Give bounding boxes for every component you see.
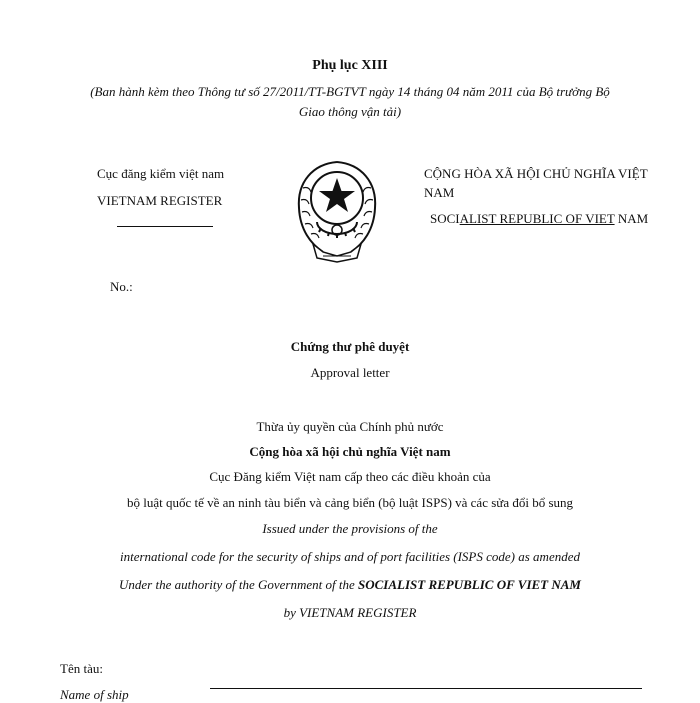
ship-name-label-en: Name of ship bbox=[60, 687, 129, 702]
body-line-7-bold: SOCIALIST REPUBLIC OF VIET NAM bbox=[358, 577, 581, 592]
ship-name-label-vn: Tên tàu: bbox=[60, 661, 103, 676]
number-label: No.: bbox=[110, 279, 133, 294]
republic-name-vn-line2: NAM bbox=[424, 185, 455, 200]
body-line-7 bbox=[0, 577, 700, 593]
body-line-6: international code for the security of ships and of port facilities (ISPS code) as amended bbox=[120, 549, 580, 564]
document-title-vn: Chứng thư phê duyệt bbox=[290, 339, 410, 354]
national-emblem-icon bbox=[293, 158, 381, 270]
republic-name-vn-line1: CỘNG HÒA XÃ HỘI CHỦ NGHĨA VIỆT bbox=[424, 166, 648, 181]
issued-note-line2: Giao thông vận tải) bbox=[298, 104, 402, 119]
body-line-5: Issued under the provisions of the bbox=[262, 521, 438, 536]
body-line-8: by VIETNAM REGISTER bbox=[283, 605, 417, 620]
appendix-title: Phụ lục XIII bbox=[312, 58, 388, 73]
agency-name-en: VIETNAM REGISTER bbox=[97, 193, 223, 208]
body-line-1: Thừa ủy quyền của Chính phủ nước bbox=[256, 419, 444, 434]
body-line-2: Cộng hòa xã hội chủ nghĩa Việt nam bbox=[249, 444, 451, 459]
body-line-4: bộ luật quốc tế về an ninh tàu biển và cảng biển (bộ luật ISPS) và các sửa đổi bổ sung bbox=[126, 495, 574, 510]
agency-name-vn: Cục đăng kiểm việt nam bbox=[97, 166, 225, 181]
agency-underline bbox=[117, 226, 213, 227]
document-title-en: Approval letter bbox=[310, 365, 390, 380]
republic-name-en-suffix: NAM bbox=[614, 211, 649, 226]
issued-note-line1: (Ban hành kèm theo Thông tư số 27/2011/TT-BGTVT ngày 14 tháng 04 năm 2011 của Bộ trưởng Bộ bbox=[90, 84, 610, 99]
republic-name-en-prefix: SOCI bbox=[430, 211, 460, 226]
republic-name-en bbox=[430, 211, 648, 227]
body-line-7-prefix: Under the authority of the Government of the bbox=[118, 577, 358, 592]
ship-name-input-line[interactable] bbox=[210, 688, 642, 689]
body-line-3: Cục Đăng kiểm Việt nam cấp theo các điều khoản của bbox=[209, 469, 491, 484]
republic-name-en-underlined: ALIST REPUBLIC OF VIET bbox=[459, 211, 615, 226]
